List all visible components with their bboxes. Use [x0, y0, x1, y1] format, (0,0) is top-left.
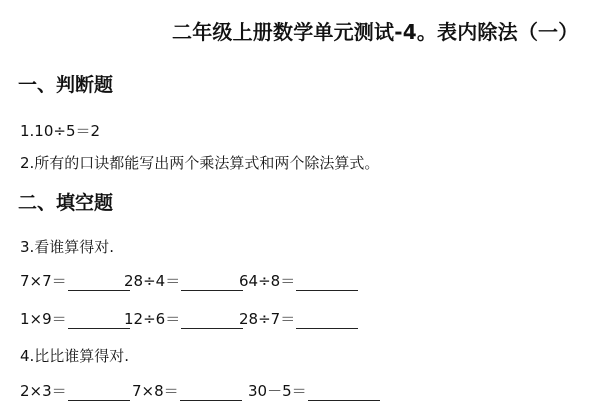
question-4-prompt: 4.比比谁算得对.: [20, 347, 130, 365]
q4-item-1: [20, 380, 130, 401]
question-1: 1.10÷5＝2: [20, 122, 101, 140]
page-title: 二年级上册数学单元测试-4。表内除法（一）: [172, 20, 579, 44]
section-heading-fill-in: 二、填空题: [18, 192, 114, 214]
q3-item-1: [20, 270, 130, 291]
answer-blank[interactable]: [296, 312, 358, 329]
answer-blank[interactable]: [296, 274, 358, 291]
q4-item-2: [132, 380, 242, 401]
q3-item-2: [124, 270, 243, 291]
equation-label: 2×3＝: [20, 382, 67, 400]
equation-label: 30－5＝: [248, 382, 307, 400]
q4-item-3: [248, 380, 380, 401]
answer-blank[interactable]: [308, 384, 380, 401]
answer-blank[interactable]: [180, 384, 242, 401]
equation-label: 7×8＝: [132, 382, 179, 400]
answer-blank[interactable]: [68, 274, 130, 291]
question-2: 2.所有的口诀都能写出两个乘法算式和两个除法算式。: [20, 154, 380, 172]
question-3-prompt: 3.看谁算得对.: [20, 238, 115, 256]
equation-label: 12÷6＝: [124, 310, 181, 328]
answer-blank[interactable]: [181, 274, 243, 291]
answer-blank[interactable]: [181, 312, 243, 329]
answer-blank[interactable]: [68, 384, 130, 401]
answer-blank[interactable]: [68, 312, 130, 329]
q3-item-3: [239, 270, 358, 291]
q3-item-4: [20, 308, 130, 329]
equation-label: 28÷4＝: [124, 272, 181, 290]
equation-label: 28÷7＝: [239, 310, 296, 328]
section-heading-judgement: 一、判断题: [18, 74, 114, 96]
q3-item-6: [239, 308, 358, 329]
equation-label: 1×9＝: [20, 310, 67, 328]
equation-label: 64÷8＝: [239, 272, 296, 290]
q3-item-5: [124, 308, 243, 329]
equation-label: 7×7＝: [20, 272, 67, 290]
